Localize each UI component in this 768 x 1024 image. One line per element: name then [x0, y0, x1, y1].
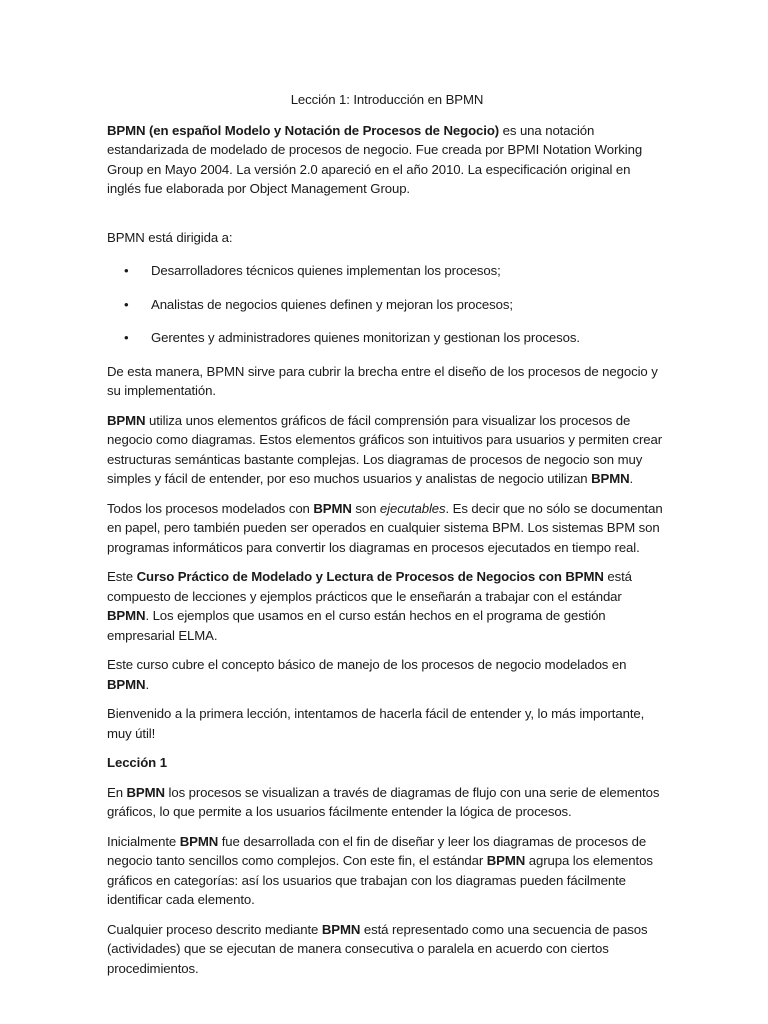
list-item	[107, 328, 667, 348]
bullet-icon: •	[124, 330, 129, 345]
text-run: agrupa los elementos gráficos en categorías: así los usuarios que trabajan con los diagramas pueden fácilmente identificar cada elemento.	[107, 853, 653, 907]
section-heading-text: Lección 1	[107, 755, 167, 770]
bold-term: BPMN	[486, 853, 526, 868]
document-title: Lección 1: Introducción en BPMN	[290, 92, 484, 107]
text-run: .	[145, 676, 150, 692]
paragraph-inicial	[107, 832, 667, 910]
text-run: son	[351, 500, 380, 516]
text-run: utiliza unos elementos gráficos de fácil comprensión para visualizar los procesos de negocio como diagramas. Estos elementos gráficos son intuitivos para usuarios y permiten crear estructuras semánticas bastante complejas. Los diagramas de procesos de negocio son muy simples y fácil de entender, por eso muchos usuarios y analistas de negocio utilizan	[107, 412, 663, 486]
paragraph-bienvenido: Bienvenido a la primera lección, intentamos de hacerla fácil de entender y, lo más importante, muy útil!	[107, 706, 645, 741]
paragraph-flujo	[107, 783, 667, 822]
text-run: En	[107, 784, 127, 800]
paragraph-cubre	[107, 655, 667, 694]
bold-term: BPMN	[107, 676, 146, 692]
list-item-text: Analistas de negocios quienes definen y mejoran los procesos;	[151, 296, 513, 312]
text-run: Este	[107, 569, 137, 584]
bold-term: BPMN	[126, 784, 165, 800]
intro-bold-lead: BPMN (en español Modelo y Notación de Procesos de Negocio)	[107, 122, 500, 138]
bullet-icon: •	[124, 296, 129, 312]
bold-term: BPMN	[321, 921, 361, 937]
paragraph-curso	[107, 567, 667, 645]
text-run: . Los ejemplos que usamos en el curso están hechos en el programa de gestión empresarial ELMA.	[107, 608, 606, 643]
audience-list	[107, 261, 667, 348]
document-body	[107, 90, 667, 988]
text-run: está compuesto de lecciones y ejemplos prácticos que le enseñarán a trabajar con el estándar	[107, 569, 632, 604]
text-run: está representado como una secuencia de pasos (actividades) que se ejecutan de manera consecutiva o paralela en acuerdo con ciertos procedimientos.	[107, 921, 648, 976]
bold-term: BPMN	[591, 471, 630, 486]
bullet-icon: •	[124, 263, 129, 278]
text-run: .	[629, 471, 634, 486]
paragraph-cualquier	[107, 920, 667, 979]
bold-term: BPMN	[179, 833, 219, 849]
paragraph-graficos	[107, 411, 667, 489]
audience-label: BPMN está dirigida a:	[107, 229, 233, 245]
list-item-text: Gerentes y administradores quienes monitorizan y gestionan los procesos.	[151, 330, 580, 345]
spacer	[107, 209, 667, 228]
text-run: Cualquier proceso descrito mediante	[107, 921, 322, 937]
list-item	[107, 295, 667, 315]
bold-term: BPMN	[107, 608, 146, 623]
bold-term: BPMN	[313, 500, 352, 516]
bold-term: BPMN	[107, 412, 146, 428]
section-heading	[107, 753, 667, 773]
list-item-text: Desarrolladores técnicos quienes implementan los procesos;	[151, 263, 501, 278]
bold-term: Curso Práctico de Modelado y Lectura de Procesos de Negocios con BPMN	[136, 569, 604, 584]
paragraph-ejecutables	[107, 499, 667, 558]
text-run: Todos los procesos modelados con	[107, 500, 314, 516]
paragraph-brecha: De esta manera, BPMN sirve para cubrir la brecha entre el diseño de los procesos de negocio y su implementatión.	[107, 363, 658, 398]
text-run: Inicialmente	[107, 833, 180, 849]
intro-text: es una notación estandarizada de modelado de procesos de negocio. Fue creada por BPMI Notation Working Group en Mayo 2004. La versión 2.0 apareció en el año 2010. La especificación original en inglés fue elaborada por Object Management Group.	[107, 122, 643, 196]
text-run: . Es decir que no sólo se documentan en papel, pero también pueden ser operados en cualquier sistema BPM. Los sistemas BPM son programas informáticos para convertir los diagramas en procesos ejecutados en tiempo real.	[107, 500, 663, 555]
intro-paragraph	[107, 121, 667, 199]
italic-term: ejecutables	[379, 500, 446, 516]
text-run: Este curso cubre el concepto básico de manejo de los procesos de negocio modelados en	[107, 657, 627, 672]
list-item	[107, 261, 667, 281]
text-run: los procesos se visualizan a través de diagramas de flujo con una serie de elementos gráficos, lo que permite a los usuarios fácilmente entender la lógica de procesos.	[107, 784, 660, 819]
text-run: fue desarrollada con el fin de diseñar y leer los diagramas de procesos de negocio tanto sencillos como complejos. Con este fin, el estándar	[107, 833, 647, 868]
